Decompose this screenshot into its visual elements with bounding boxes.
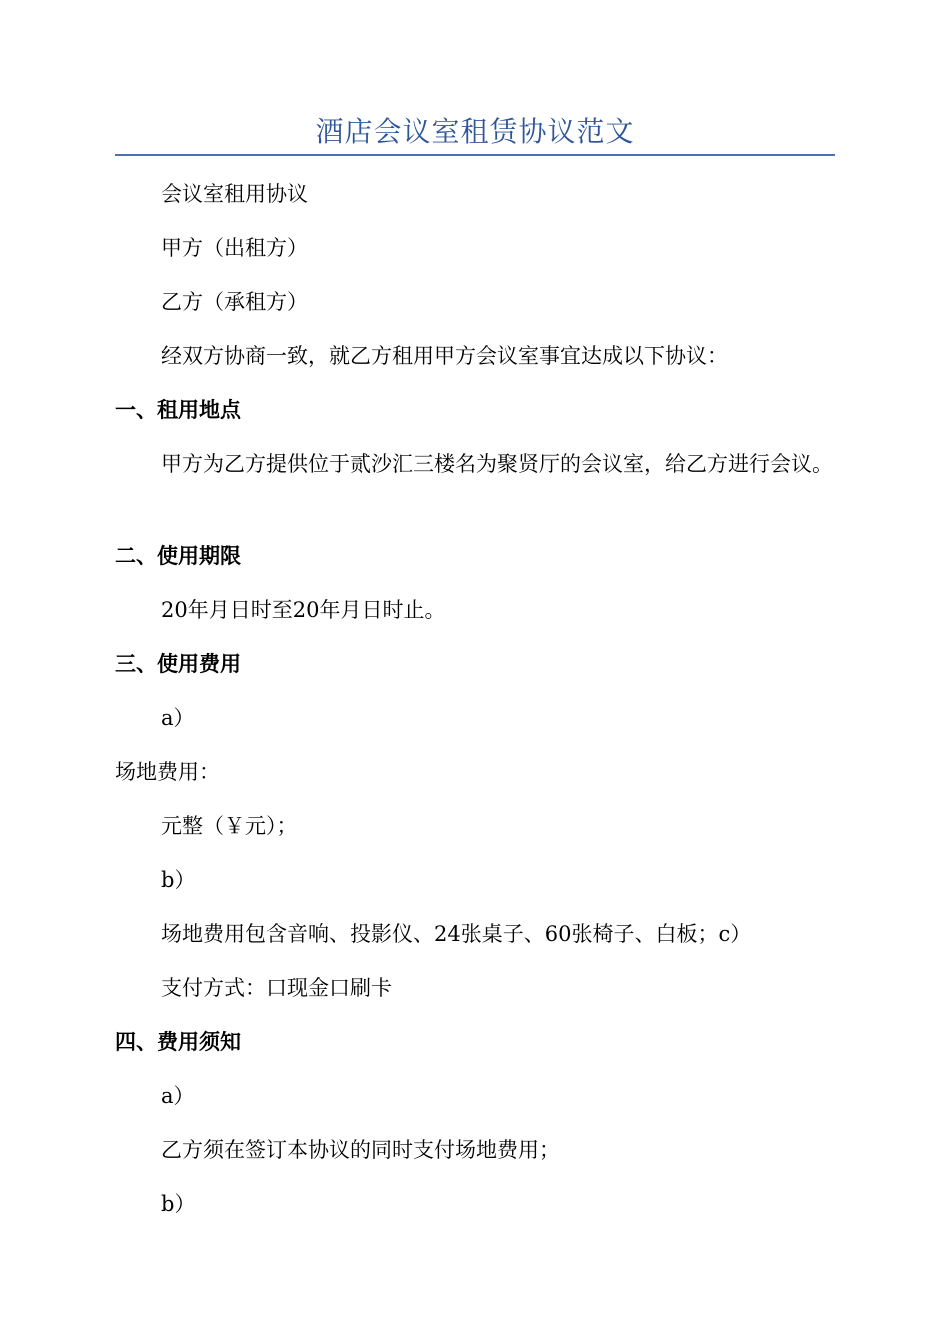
notes-item-b: b） bbox=[161, 1192, 196, 1216]
party-b-line: 乙方（承租方） bbox=[161, 290, 308, 314]
section-heading-period: 二、使用期限 bbox=[115, 543, 241, 568]
preamble-line: 经双方协商一致，就乙方租用甲方会议室事宜达成以下协议： bbox=[161, 344, 728, 368]
notes-rule-a: 乙方须在签订本协议的同时支付场地费用； bbox=[161, 1138, 560, 1162]
title-underline bbox=[115, 154, 835, 156]
section-body-period: 20年月日时至20年月日时止。 bbox=[161, 598, 446, 622]
document-title: 酒店会议室租赁协议范文 bbox=[315, 115, 635, 148]
fees-includes: 场地费用包含音响、投影仪、24张桌子、60张椅子、白板；c） bbox=[161, 922, 752, 946]
notes-item-a: a） bbox=[161, 1084, 195, 1108]
fees-amount: 元整（￥元）； bbox=[161, 814, 298, 838]
section-body-location: 甲方为乙方提供位于贰沙汇三楼名为聚贤厅的会议室，给乙方进行会议。 bbox=[161, 452, 833, 476]
section-heading-fees: 三、使用费用 bbox=[115, 651, 241, 676]
section-heading-location: 一、租用地点 bbox=[115, 397, 241, 422]
fees-item-b: b） bbox=[161, 868, 196, 892]
fees-item-a: a） bbox=[161, 706, 195, 730]
fees-label: 场地费用： bbox=[115, 760, 220, 784]
party-a-line: 甲方（出租方） bbox=[161, 236, 308, 260]
agreement-name: 会议室租用协议 bbox=[161, 182, 308, 206]
fees-payment-method: 支付方式：口现金口刷卡 bbox=[161, 976, 392, 1000]
section-heading-fee-notes: 四、费用须知 bbox=[115, 1029, 241, 1054]
